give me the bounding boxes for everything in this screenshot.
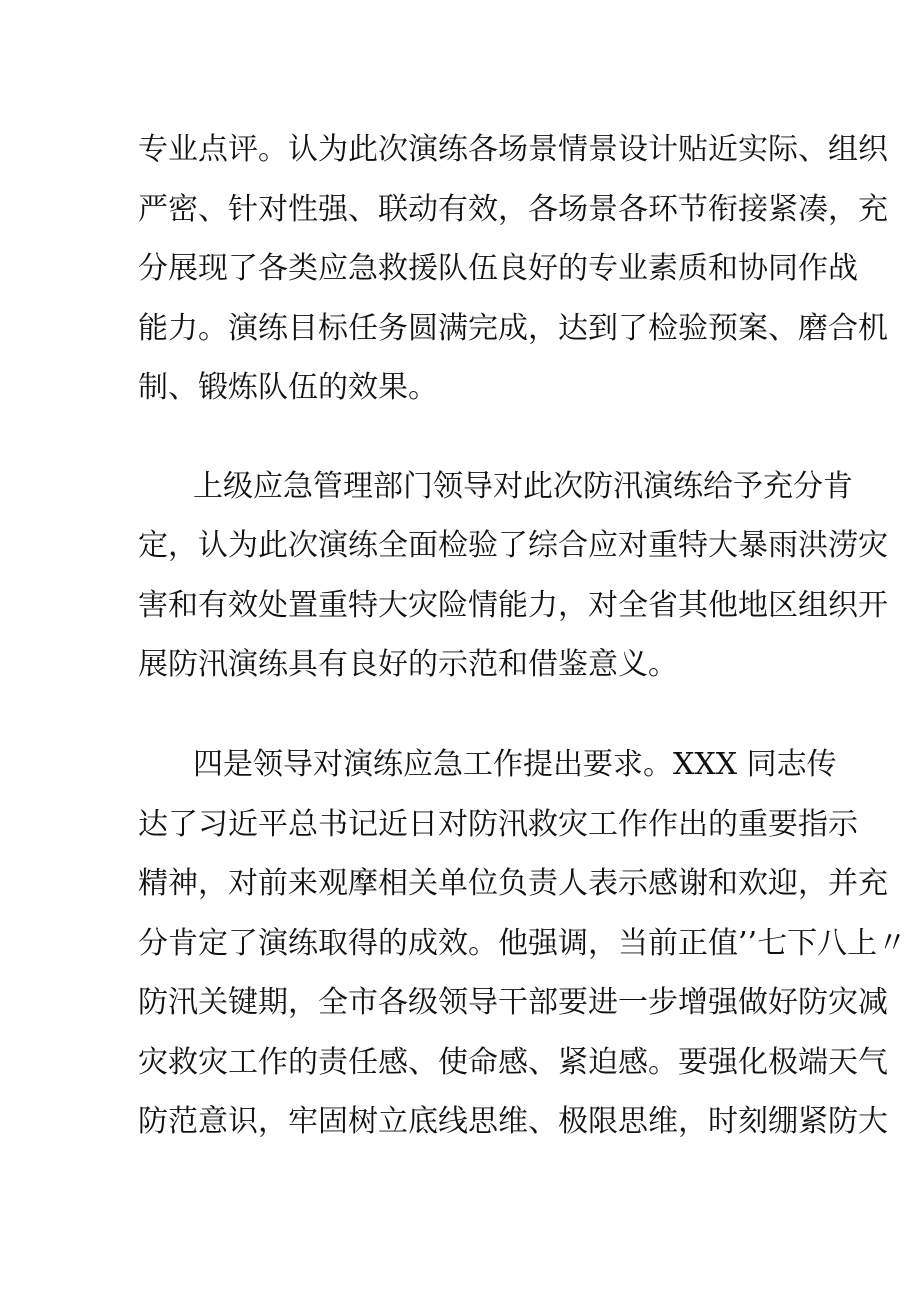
paragraph-1-line-3: 分展现了各类应急救援队伍良好的专业素质和协同作战 xyxy=(138,251,858,286)
paragraph-2-line-3: 害和有效处置重特大灾险情能力，对全省其他地区组织开 xyxy=(138,588,888,623)
paragraph-2-line-2: 定，认为此次演练全面检验了综合应对重特大暴雨洪涝灾 xyxy=(138,528,888,563)
paragraph-3-line-7: 防范意识，牢固树立底线思维、极限思维，时刻绷紧防大 xyxy=(138,1104,888,1139)
paragraph-3-line-4: 分肯定了演练取得的成效。他强调，当前正值’’七下八上〃 xyxy=(138,926,908,961)
paragraph-3-line-2: 达了习近平总书记近日对防汛救灾工作作出的重要指示 xyxy=(138,807,858,842)
paragraph-3-line-6: 灾救灾工作的责任感、使命感、紧迫感。要强化极端天气 xyxy=(138,1045,888,1080)
paragraph-3-line-5: 防汛关键期，全市各级领导干部要进一步增强做好防灾减 xyxy=(138,985,888,1020)
paragraph-1-line-4: 能力。演练目标任务圆满完成，达到了检验预案、磨合机 xyxy=(138,311,888,346)
paragraph-1-line-5: 制、锻炼队伍的效果。 xyxy=(138,370,438,405)
paragraph-2-line-4: 展防汛演练具有良好的示范和借鉴意义。 xyxy=(138,647,678,682)
paragraph-3-line-1: 四是领导对演练应急工作提出要求。XXX 同志传 xyxy=(193,747,837,782)
paragraph-1-line-2: 严密、针对性强、联动有效，各场景各环节衔接紧凑，充 xyxy=(138,192,888,227)
paragraph-2-line-1: 上级应急管理部门领导对此次防汛演练给予充分肯 xyxy=(193,469,853,504)
paragraph-1-line-1: 专业点评。认为此次演练各场景情景设计贴近实际、组织 xyxy=(138,132,888,167)
paragraph-3-line-3: 精神，对前来观摩相关单位负责人表示感谢和欢迎，并充 xyxy=(138,866,888,901)
